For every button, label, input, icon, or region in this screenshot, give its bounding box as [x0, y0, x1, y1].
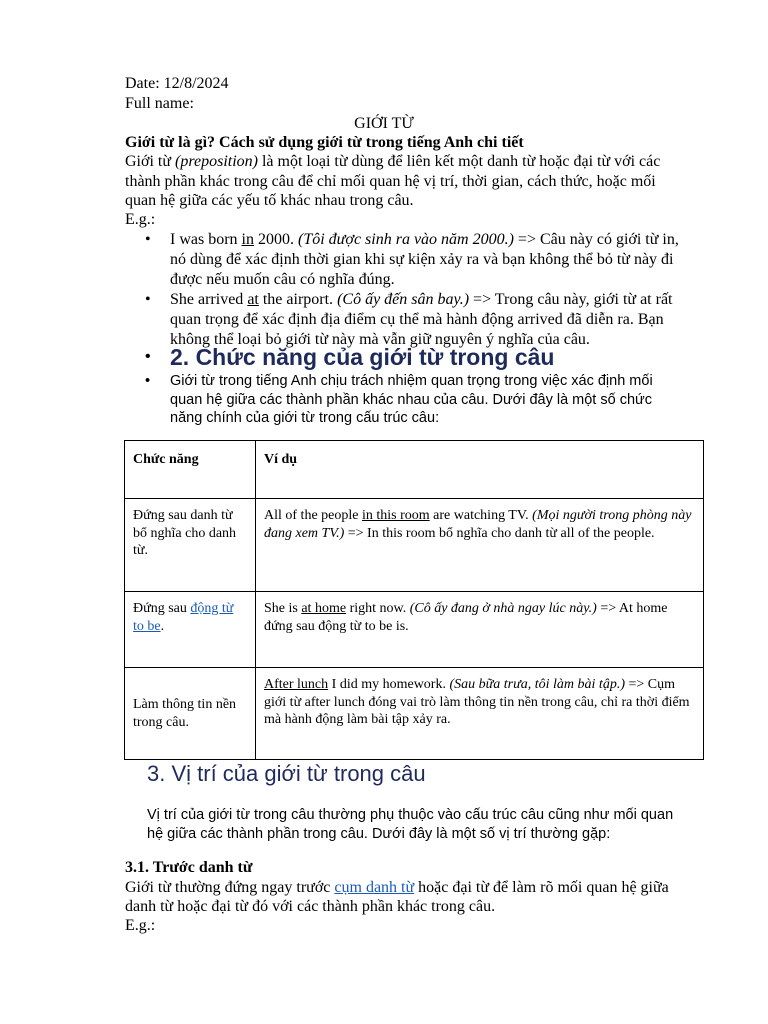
text: hoặc đại từ để làm rõ mối quan hệ giữa	[414, 879, 669, 896]
eg-label-2: E.g.:	[125, 917, 156, 934]
text: => Câu này có giới từ in,	[513, 231, 679, 248]
intro-text: là một loại từ dùng để liên kết một danh từ hoặc đại từ với các	[257, 153, 661, 170]
text: 2000.	[254, 231, 298, 248]
table-cell-function: Đứng sau danh từ bổ nghĩa cho danh từ.	[125, 499, 256, 592]
list-item	[125, 290, 679, 350]
text: => At home đứng sau động từ to be is.	[264, 601, 668, 634]
bullet-icon: •	[145, 373, 151, 389]
text: .	[160, 618, 165, 634]
link-cum-danh-tu[interactable]: cụm danh từ	[334, 879, 415, 896]
eg-label: E.g.:	[125, 211, 156, 228]
underlined-phrase: at home	[301, 601, 347, 616]
intro-text: Giới từ	[125, 153, 176, 170]
text: quan hệ giữa các thành phần khác nhau của câu. Dưới đây là một số chức	[170, 391, 652, 408]
table-cell-function	[125, 592, 256, 668]
underlined-phrase: in this room	[361, 508, 430, 523]
text: right now.	[346, 601, 410, 616]
text: không thể loại bỏ giới từ này mà vẫn giữ nguyên ý nghĩa của câu.	[170, 331, 590, 348]
date-line: Date: 12/8/2024	[125, 75, 229, 92]
text: Giới từ thường đứng ngay trước	[125, 879, 335, 896]
fullname-line: Full name:	[125, 95, 194, 112]
functions-table	[124, 440, 704, 760]
text: I did my homework.	[328, 677, 450, 692]
list-item	[125, 372, 653, 428]
text: => Trong câu này, giới từ at rất	[469, 291, 673, 308]
text: All of the people	[264, 508, 362, 523]
document-title: GIỚI TỪ	[354, 115, 414, 132]
text: năng chính của giới từ trong cấu trúc câu:	[170, 410, 440, 426]
translation-italic: (Cô ấy đang ở nhà ngay lúc này.)	[409, 601, 597, 616]
section-3	[147, 760, 673, 844]
table-cell-example	[256, 499, 704, 592]
text: Đứng sau	[133, 601, 191, 616]
section-3-paragraph	[147, 806, 673, 844]
translation-italic: (Tôi được sinh ra vào năm 2000.)	[298, 231, 514, 248]
subsection-line-2: danh từ hoặc đại từ đó với các thành phần khác trong câu.	[125, 898, 496, 915]
table-row	[125, 668, 704, 760]
text: => In this room bổ nghĩa cho danh từ all of the people.	[344, 525, 655, 541]
text: I was born	[170, 231, 242, 248]
table-cell-function: Làm thông tin nền trong câu.	[125, 668, 256, 760]
text: She arrived	[170, 291, 248, 308]
table-header-cell: Chức năng	[125, 441, 256, 499]
subsection-line-1	[125, 878, 669, 898]
table-cell-example	[256, 592, 704, 668]
underlined-phrase: After lunch	[264, 677, 329, 692]
translation-italic: (Sau bữa trưa, tôi làm bài tập.)	[449, 677, 625, 692]
text: được nếu muốn câu có nghĩa đúng.	[170, 271, 395, 288]
table-row	[125, 592, 704, 668]
text: quan trọng để xác định địa điểm cụ thể mà hành động arrived đã diễn ra. Bạn	[170, 311, 664, 328]
text: the airport.	[258, 291, 338, 308]
bullet-icon: •	[145, 348, 151, 365]
text: => Cụm giới từ after lunch đóng vai trò làm thông tin nền trong câu, chỉ ra thời điểm mà hành động làm bài tập xảy ra.	[264, 677, 690, 727]
intro-line-1	[125, 152, 660, 172]
bullet-icon: •	[145, 291, 151, 308]
section-3-heading: 3. Vị trí của giới từ trong câu	[147, 761, 426, 786]
text: are watching TV.	[429, 508, 533, 523]
underlined-preposition: in	[241, 231, 254, 248]
intro-italic: (preposition)	[175, 153, 258, 170]
example-list	[125, 230, 679, 350]
table-header-cell: Ví dụ	[256, 441, 704, 499]
table-header-row	[125, 441, 704, 499]
text: Giới từ trong tiếng Anh chịu trách nhiệm quan trọng trong việc xác định mối	[170, 373, 653, 389]
translation-italic: (Cô ấy đến sân bay.)	[337, 291, 470, 308]
underlined-preposition: at	[247, 291, 259, 308]
section-2-heading: 2. Chức năng của giới từ trong câu	[170, 344, 555, 370]
translation-italic: (Mọi người trong phòng này đang xem TV.)	[264, 508, 692, 541]
intro-line-2: thành phần khác trong câu để chỉ mối quan hệ vị trí, thời gian, cách thức, hoặc mối	[125, 173, 656, 190]
table-row	[125, 499, 704, 592]
section2-list	[125, 343, 653, 428]
table-cell-example	[256, 668, 704, 760]
link-dong-tu-to-be[interactable]: động từ to be	[133, 601, 234, 634]
bullet-icon: •	[145, 231, 151, 248]
list-item	[125, 343, 653, 371]
text: nó dùng để xác định thời gian khi sự kiện xảy ra và bạn không thể bỏ từ này đi	[170, 251, 674, 268]
text: hệ giữa các thành phần trong câu. Dưới đây là một số vị trí thường gặp:	[147, 826, 611, 842]
subsection-3-1-heading: 3.1. Trước danh từ	[125, 859, 253, 876]
list-item	[125, 230, 679, 290]
text: Vị trí của giới từ trong câu thường phụ thuộc vào cấu trúc câu cũng như mối quan	[147, 807, 674, 823]
main-heading: Giới từ là gì? Cách sử dụng giới từ trong tiếng Anh chi tiết	[125, 134, 524, 151]
text: She is	[264, 601, 302, 616]
intro-line-3: quan hệ giữa các yếu tố khác nhau trong câu.	[125, 192, 414, 209]
